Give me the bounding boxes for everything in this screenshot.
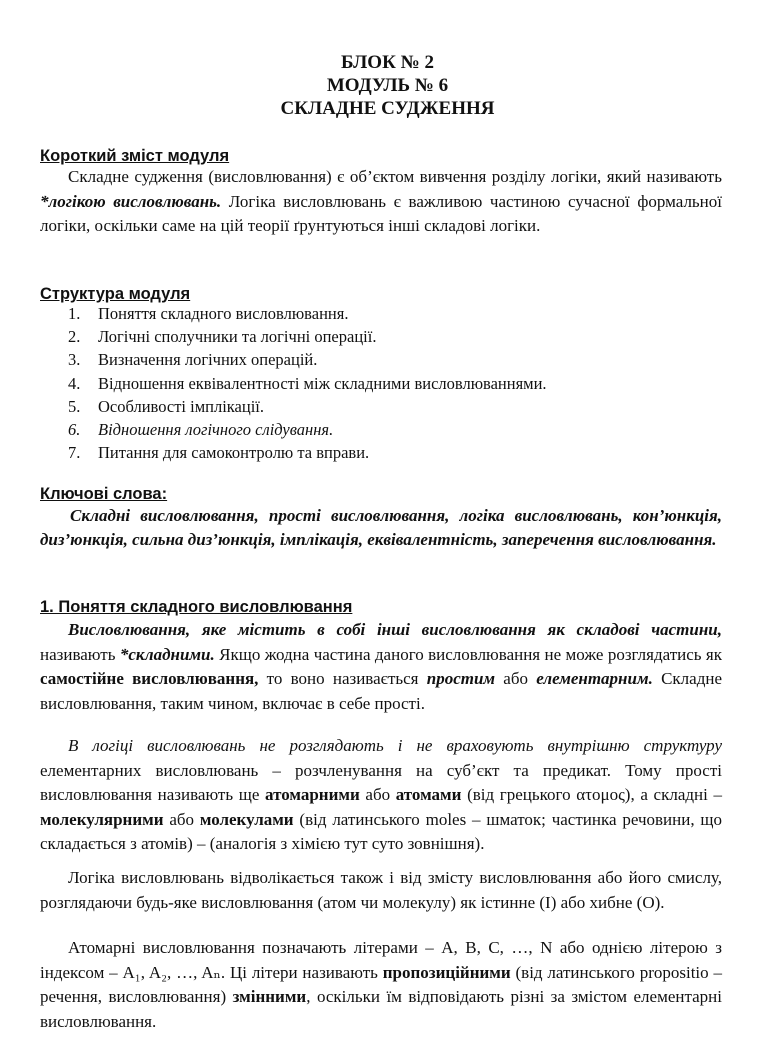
list-item: 1. Поняття складного висловлювання. [68, 304, 349, 323]
section-1-paragraph-2: В логіці висловлювань не розглядають і не враховують внутрішню структуру елементарних висловлювань – розчленування на суб’єкт та предикат. Тому прості висловлювання називають ще атомарними або атомами (від грецького ατομος), а складні – молекулярними або молекулами (від латинського moles – шматок; частинка речовини, що складається з атомів) – (аналогія з хімією тут суто зовнішня). [40, 736, 722, 853]
keywords-heading: Ключові слова: [40, 485, 168, 503]
section-1-paragraph-4: Атомарні висловлювання позначають літерами – A, B, C, …, N або однією літерою з індексом – A₁, A₂, …, Aₙ. Ці літери називають пропозиційними (від латинського propositio – речення, висловлювання) змінними, оскільки їм відповідають різні за змістом елементарні висловлювання. [40, 938, 722, 1031]
section-1-heading: 1. Поняття складного висловлювання [40, 598, 353, 616]
structure-heading: Структура модуля [40, 285, 191, 303]
section-1-paragraph-3: Логіка висловлювань відволікається також і від змісту висловлювання або його смислу, розглядаючи будь-яке висловлювання (атом чи молекулу) як істинне (І) або хибне (О). [40, 868, 722, 912]
summary-heading: Короткий зміст модуля [40, 147, 230, 165]
module-number: МОДУЛЬ № 6 [326, 75, 449, 96]
summary-text-2: Логіка висловлювань є важливою частиною сучасної формальної логіки, оскільки саме на цій теорії ґрунтуються інші складові логіки. [40, 191, 722, 235]
block-number: БЛОК № 2 [341, 52, 434, 73]
summary-paragraph [40, 165, 722, 239]
structure-list [68, 302, 547, 464]
summary-text-1: Складне судження (висловлювання) є об’єктом вивчення розділу логіки, який називають [68, 167, 722, 186]
page-title: СКЛАДНЕ СУДЖЕННЯ [280, 98, 495, 119]
list-item: 2. Логічні сполучники та логічні операції. [68, 327, 377, 347]
summary-term: *логікою висловлювань. [40, 191, 222, 211]
list-item: 6. Відношення логічного слідування. [68, 420, 334, 440]
list-item: 5. Особливості імплікації. [68, 396, 265, 416]
list-item: 4. Відношення еквівалентності між складними висловлюваннями. [68, 373, 547, 393]
section-1-paragraph-1: Висловлювання, яке містить в собі інші висловлювання як складові частини, називають *складними. Якщо жодна частина даного висловлювання не може розглядатись як самостійне висловлювання, то воно називається простим або елементарним. Складне висловлювання, таким чином, включає в себе прості. [40, 620, 722, 713]
list-item: 7. Питання для самоконтролю та вправи. [68, 443, 370, 463]
keywords-text: Складні висловлювання, прості висловлювання, логіка висловлювань, кон’юнкція, диз’юнкція, сильна диз’юнкція, імплікація, еквівалентність, заперечення висловлювання. [40, 506, 722, 549]
list-item: 3. Визначення логічних операцій. [68, 350, 318, 370]
